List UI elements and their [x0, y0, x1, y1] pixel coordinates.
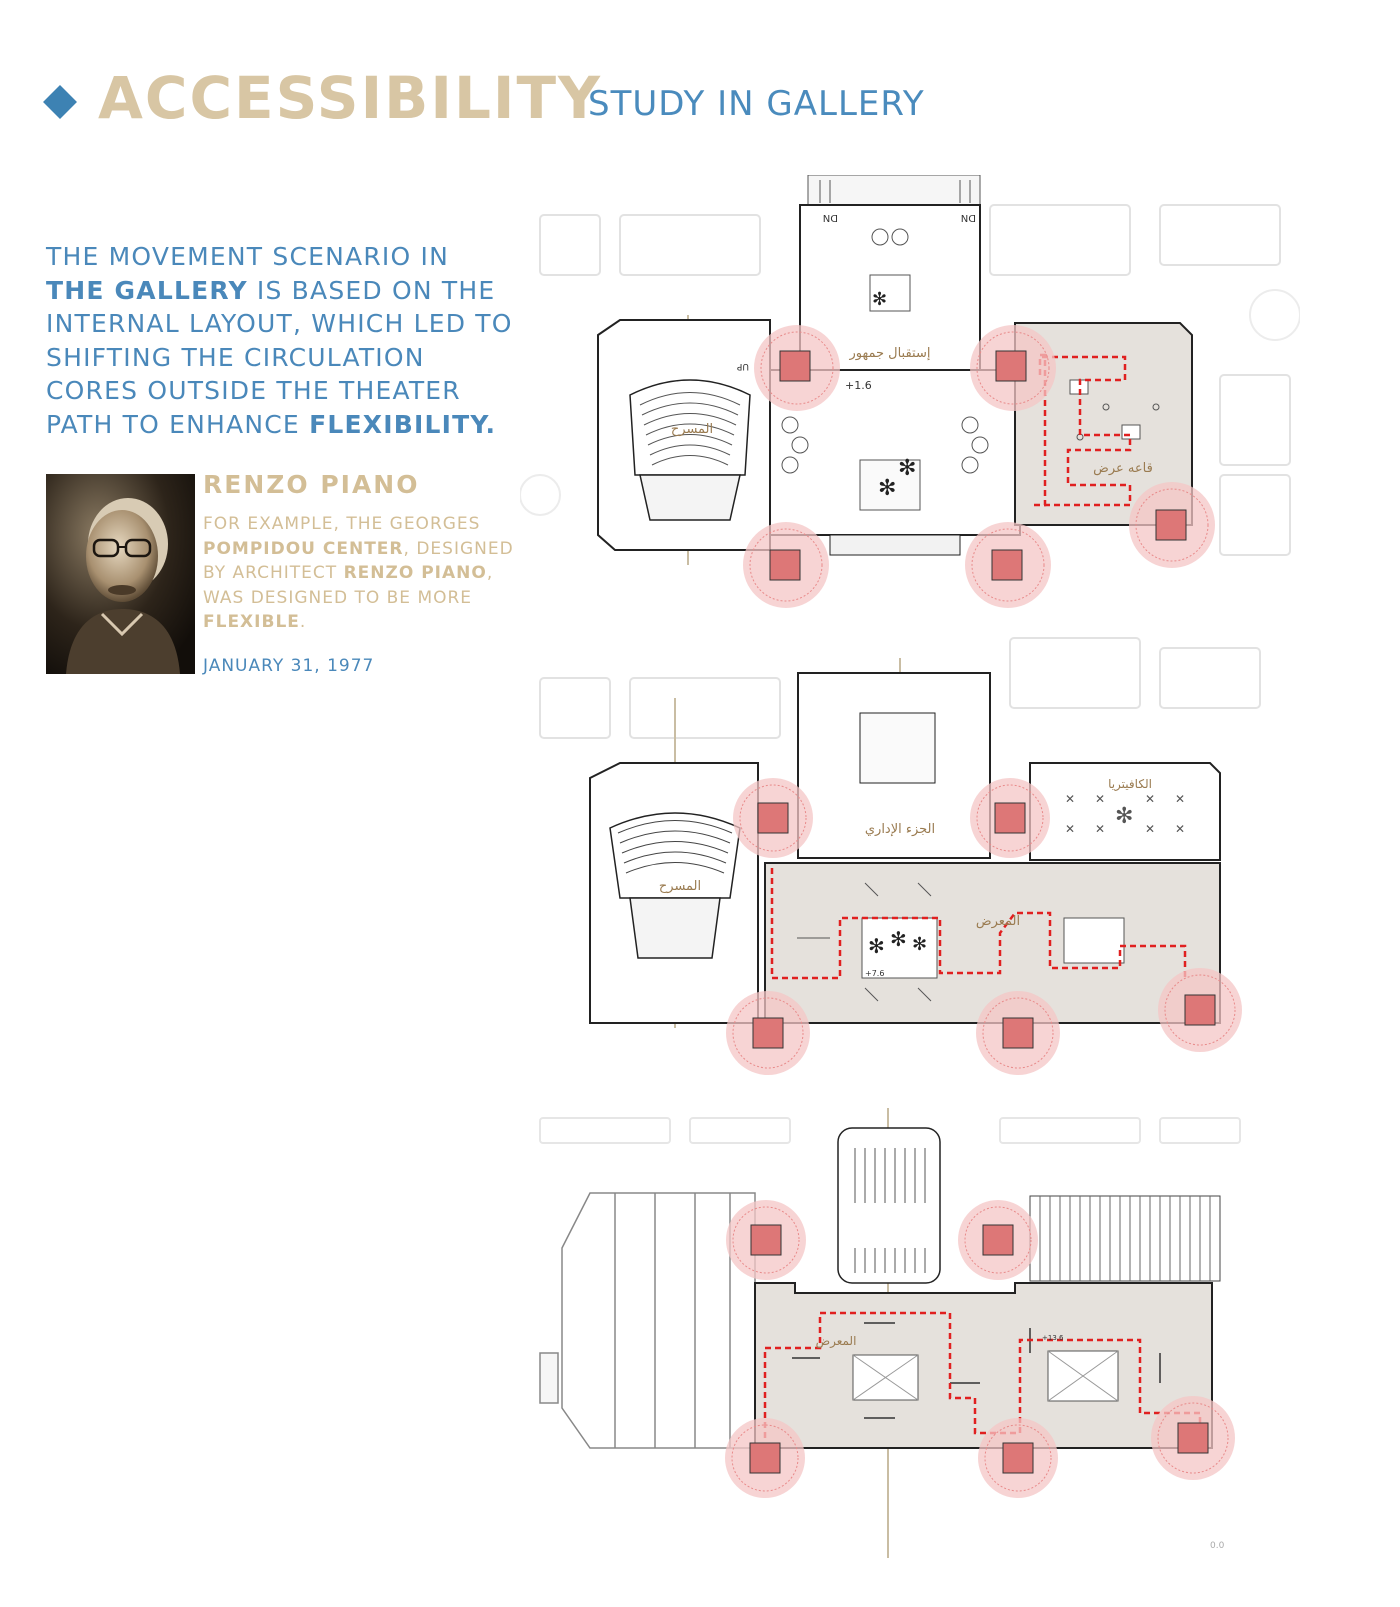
- renzo-piano-portrait: [46, 474, 195, 674]
- core-icon: [1158, 968, 1242, 1052]
- core-icon: [1129, 482, 1215, 568]
- core-icon: [976, 991, 1060, 1075]
- core-icon: [970, 325, 1056, 411]
- bio-text: FOR EXAMPLE, THE GEORGES POMPIDOU CENTER, DESIGNED BY ARCHITECT RENZO PIANO, WAS DESIGNED TO BE MORE FLEXIBLE.: [203, 514, 514, 632]
- floor-plan-ground: [520, 175, 1300, 615]
- intro-paragraph: THE MOVEMENT SCENARIO IN THE GALLERY IS BASED ON THE INTERNAL LAYOUT, WHICH LED TO SHIFTING THE CIRCULATION CORES OUTSIDE THE THEATER PATH TO ENHANCE FLEXIBILITY.: [46, 242, 513, 439]
- floor-plan-second: [520, 1108, 1250, 1558]
- core-icon: [970, 778, 1050, 858]
- entry-stairs: [808, 175, 980, 205]
- diamond-bullet-icon: [43, 85, 77, 119]
- svg-text:✻: ✻: [898, 456, 917, 481]
- core-icon: [733, 778, 813, 858]
- svg-text:✕: ✕: [1065, 792, 1076, 806]
- svg-text:✻: ✻: [872, 289, 888, 310]
- gallery-label: المعرض: [975, 914, 1021, 929]
- svg-text:✕: ✕: [1175, 792, 1186, 806]
- page-subtitle: STUDY IN GALLERY: [588, 84, 925, 124]
- bio-name: RENZO PIANO: [203, 470, 420, 499]
- theater-roof: [540, 1193, 755, 1448]
- core-icon: [726, 1200, 806, 1280]
- page-title: ACCESSIBILITY: [98, 64, 603, 132]
- core-icon: [1151, 1396, 1235, 1480]
- svg-text:✻: ✻: [890, 927, 907, 951]
- svg-text:✕: ✕: [1095, 792, 1106, 806]
- dn-label: DN: [822, 212, 838, 223]
- dn-label: DN: [960, 212, 976, 223]
- core-icon: [958, 1200, 1038, 1280]
- core-icon: [978, 1418, 1058, 1498]
- louver-roof: [1030, 1196, 1220, 1281]
- cafeteria-label: الكافيتريا: [1108, 777, 1152, 791]
- gallery-label: المعرض: [815, 1334, 857, 1348]
- svg-text:✕: ✕: [1145, 792, 1156, 806]
- svg-text:✻: ✻: [1115, 804, 1134, 829]
- core-icon: [725, 1418, 805, 1498]
- core-icon: [726, 991, 810, 1075]
- theater-label: المسرح: [658, 879, 702, 894]
- svg-text:✻: ✻: [912, 934, 928, 955]
- svg-text:✻: ✻: [868, 934, 885, 958]
- hall-label: قاعه عرض: [1093, 461, 1153, 476]
- svg-text:✕: ✕: [1065, 822, 1076, 836]
- level-label: +7.6: [865, 969, 885, 978]
- skylight-block: [838, 1128, 940, 1283]
- up-label: UP: [736, 361, 749, 371]
- gallery-floor: [755, 1283, 1212, 1448]
- svg-text:✕: ✕: [1145, 822, 1156, 836]
- svg-text:✻: ✻: [878, 476, 897, 501]
- reception-label: إستقبال جمهور: [849, 346, 931, 361]
- core-icon: [754, 325, 840, 411]
- gallery-floor: [765, 863, 1220, 1023]
- svg-text:✕: ✕: [1095, 822, 1106, 836]
- level-label: +1.6: [845, 379, 872, 392]
- admin-label: الجزء الإداري: [864, 822, 936, 837]
- core-icon: [743, 522, 829, 608]
- floor-plan-first: [520, 628, 1270, 1098]
- level-label: +13.6: [1042, 1334, 1064, 1342]
- corner-label: 0.0: [1210, 1541, 1225, 1551]
- bio-date: JANUARY 31, 1977: [203, 656, 375, 676]
- core-icon: [965, 522, 1051, 608]
- theater-label: المسرح: [670, 422, 714, 437]
- svg-text:✕: ✕: [1175, 822, 1186, 836]
